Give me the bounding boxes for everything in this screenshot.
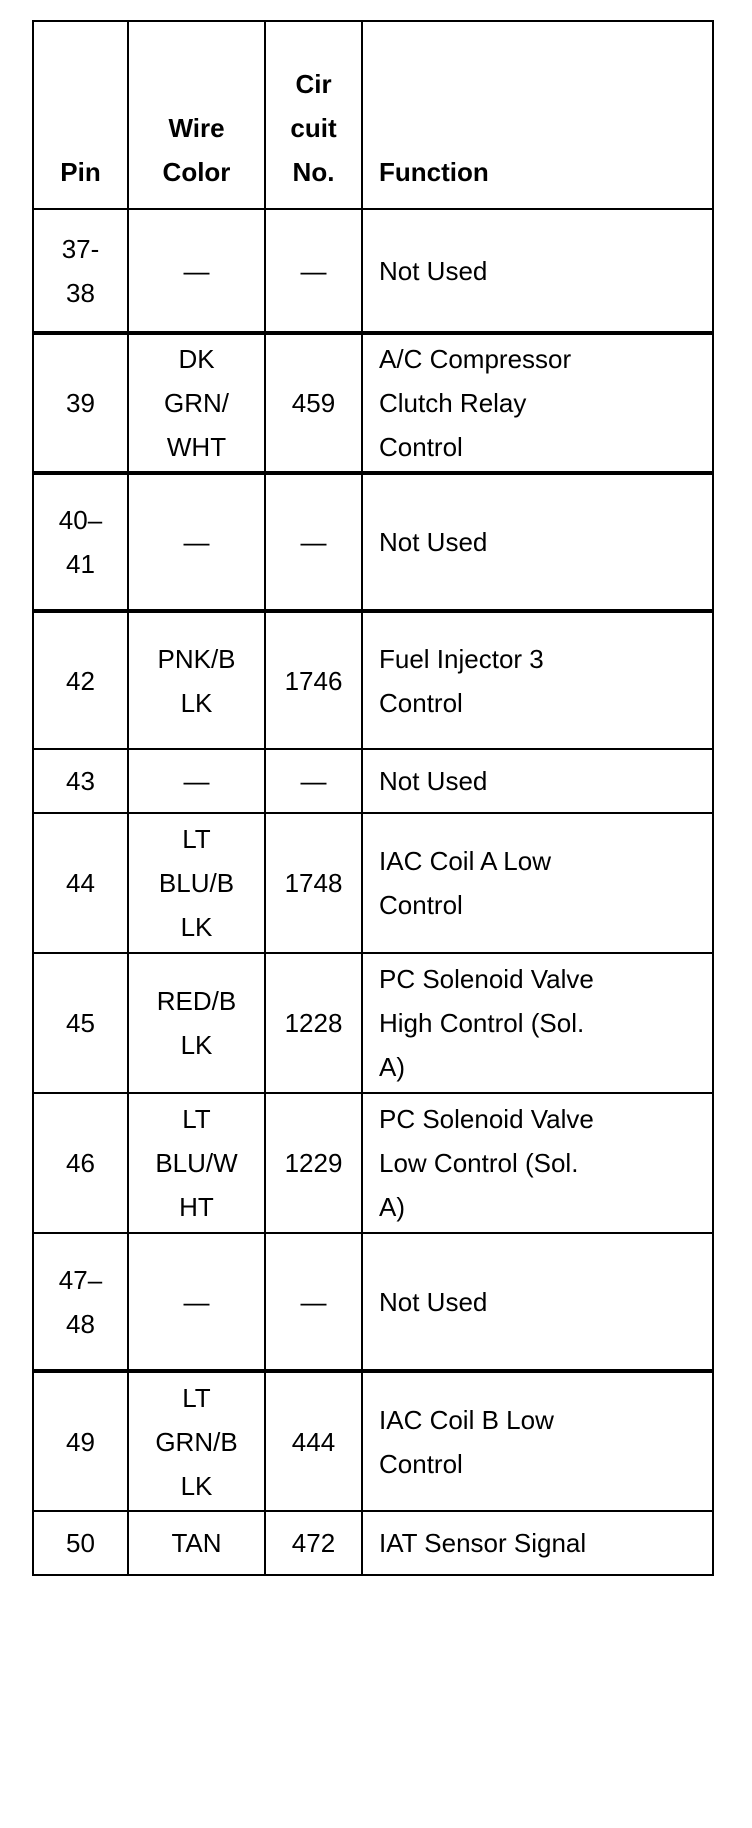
circuit-no-cell: 1228	[265, 953, 362, 1093]
function-cell: PC Solenoid Valve Low Control (Sol. A)	[362, 1093, 713, 1233]
pin-cell: 39	[33, 333, 128, 473]
pin-cell: 43	[33, 749, 128, 813]
table-row	[33, 1371, 713, 1511]
wire-color-cell: —	[128, 1233, 265, 1371]
function-cell: PC Solenoid Valve High Control (Sol. A)	[362, 953, 713, 1093]
header-circuit-no: Cir cuit No.	[265, 21, 362, 209]
table-row	[33, 209, 713, 333]
circuit-no-cell: 1746	[265, 611, 362, 749]
circuit-no-cell: 1748	[265, 813, 362, 953]
connector-pin-table	[32, 20, 714, 1576]
pin-cell: 42	[33, 611, 128, 749]
wire-color-cell: LT BLU/B LK	[128, 813, 265, 953]
pin-cell: 49	[33, 1371, 128, 1511]
pin-cell: 40– 41	[33, 473, 128, 611]
circuit-no-cell: —	[265, 473, 362, 611]
table-row	[33, 953, 713, 1093]
function-cell: Fuel Injector 3 Control	[362, 611, 713, 749]
table-row	[33, 1093, 713, 1233]
table-row	[33, 1233, 713, 1371]
circuit-no-cell: —	[265, 749, 362, 813]
function-cell: IAC Coil A Low Control	[362, 813, 713, 953]
header-row	[33, 21, 713, 209]
function-cell: Not Used	[362, 473, 713, 611]
table-row	[33, 749, 713, 813]
header-function: Function	[362, 21, 713, 209]
wire-color-cell: —	[128, 749, 265, 813]
circuit-no-cell: 472	[265, 1511, 362, 1575]
pin-cell: 44	[33, 813, 128, 953]
function-cell: IAC Coil B Low Control	[362, 1371, 713, 1511]
function-cell: Not Used	[362, 749, 713, 813]
wire-color-cell: PNK/B LK	[128, 611, 265, 749]
function-cell: Not Used	[362, 209, 713, 333]
table-row	[33, 611, 713, 749]
circuit-no-cell: —	[265, 1233, 362, 1371]
table-row	[33, 813, 713, 953]
wire-color-cell: DK GRN/ WHT	[128, 333, 265, 473]
function-cell: IAT Sensor Signal	[362, 1511, 713, 1575]
function-cell: A/C Compressor Clutch Relay Control	[362, 333, 713, 473]
pin-cell: 47– 48	[33, 1233, 128, 1371]
pin-cell: 50	[33, 1511, 128, 1575]
header-pin: Pin	[33, 21, 128, 209]
table-row	[33, 1511, 713, 1575]
wire-color-cell: LT BLU/W HT	[128, 1093, 265, 1233]
pin-cell: 45	[33, 953, 128, 1093]
wire-color-cell: RED/B LK	[128, 953, 265, 1093]
wire-color-cell: LT GRN/B LK	[128, 1371, 265, 1511]
pin-cell: 37- 38	[33, 209, 128, 333]
circuit-no-cell: —	[265, 209, 362, 333]
table-body	[33, 209, 713, 1575]
wire-color-cell: —	[128, 209, 265, 333]
circuit-no-cell: 459	[265, 333, 362, 473]
header-wire-color: Wire Color	[128, 21, 265, 209]
table-row	[33, 333, 713, 473]
pin-cell: 46	[33, 1093, 128, 1233]
table-row	[33, 473, 713, 611]
circuit-no-cell: 1229	[265, 1093, 362, 1233]
function-cell: Not Used	[362, 1233, 713, 1371]
wire-color-cell: —	[128, 473, 265, 611]
circuit-no-cell: 444	[265, 1371, 362, 1511]
wire-color-cell: TAN	[128, 1511, 265, 1575]
